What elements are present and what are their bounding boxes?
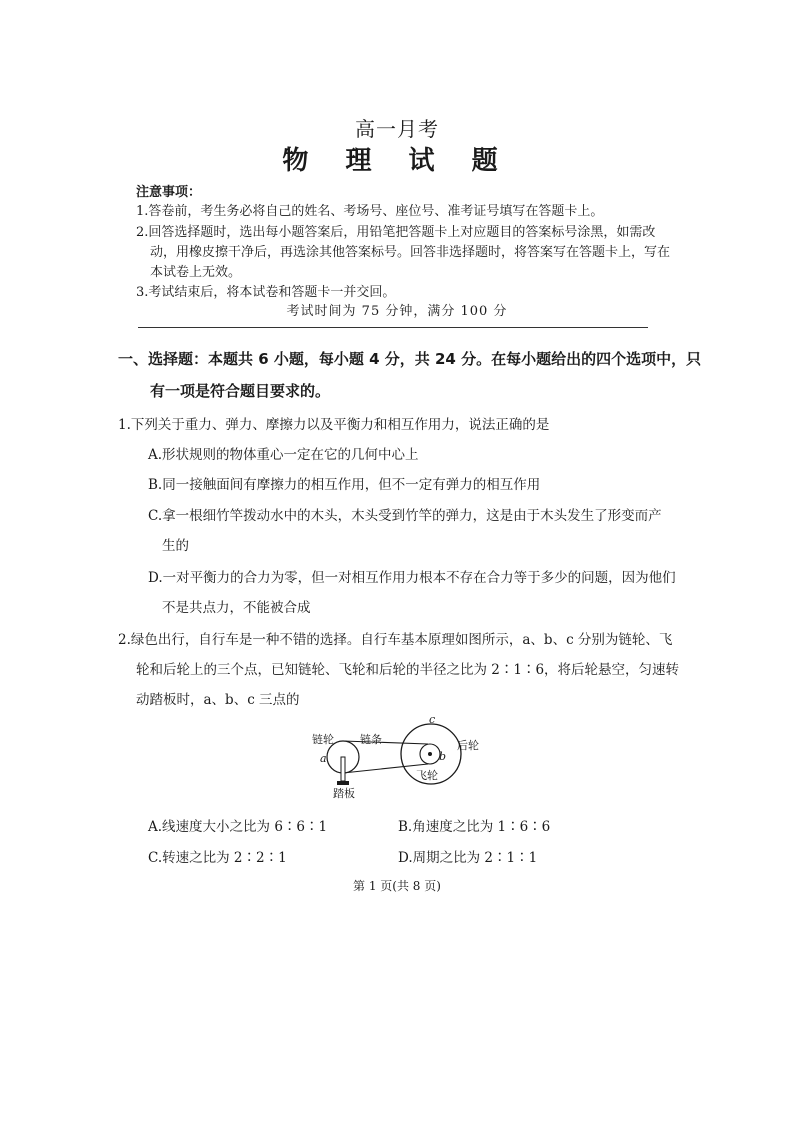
- divider: [138, 327, 648, 328]
- q2-option-a: A.线速度大小之比为 6∶6∶1: [148, 819, 328, 835]
- flywheel-label: 飞轮: [416, 769, 438, 782]
- question-2-stem-cont: 动踏板时，a、b、c 三点的: [136, 692, 300, 708]
- notice-line: 3.考试结束后，将本试卷和答题卡一并交回。: [136, 285, 396, 300]
- chain-label: 链条: [360, 733, 382, 746]
- point-b-label: b: [439, 750, 447, 763]
- q2-option-c: C.转速之比为 2∶2∶1: [148, 850, 287, 866]
- pedal-block: [337, 781, 349, 785]
- question-2-stem-cont: 轮和后轮上的三个点，已知链轮、飞轮和后轮的半径之比为 2∶1∶6，将后轮悬空，匀速转: [136, 662, 680, 678]
- question-1-stem: 1.下列关于重力、弹力、摩擦力以及平衡力和相互作用力，说法正确的是: [118, 417, 550, 433]
- chain-upper-line: [343, 741, 428, 744]
- subject-title: 物 理 试 题: [282, 146, 512, 176]
- notice-line: 1.答卷前，考生务必将自己的姓名、考场号、座位号、准考证号填写在答题卡上。: [136, 204, 604, 219]
- q1-option-c-cont: 生的: [162, 538, 189, 554]
- flywheel-hub: [428, 752, 432, 756]
- q2-option-b: B.角速度之比为 1∶6∶6: [398, 819, 551, 835]
- question-2-stem: 2.绿色出行，自行车是一种不错的选择。自行车基本原理如图所示，a、b、c 分别为链轮、飞: [118, 632, 673, 648]
- point-a-label: a: [320, 752, 327, 765]
- q1-option-d-cont: 不是共点力，不能被合成: [162, 600, 311, 616]
- exam-time-info: 考试时间为 75 分钟，满分 100 分: [286, 304, 508, 319]
- pedal-label: 踏板: [333, 787, 355, 800]
- notice-line: 2.回答选择题时，选出每小题答案后，用铅笔把答题卡上对应题目的答案标号涂黑，如需改: [136, 225, 656, 240]
- notice-line: 动，用橡皮擦干净后，再选涂其他答案标号。回答非选择题时，将答案写在答题卡上，写在: [150, 245, 671, 260]
- bicycle-drive-diagram: [308, 716, 488, 806]
- page-number: 第 1 页(共 8 页): [353, 879, 441, 893]
- notice-heading: 注意事项：: [136, 185, 202, 200]
- chainring-label: 链轮: [312, 733, 334, 746]
- point-c-label: c: [429, 716, 436, 726]
- rear-wheel-label: 后轮: [457, 739, 479, 752]
- q1-option-c: C.拿一根细竹竿拨动水中的木头，木头受到竹竿的弹力，这是由于木头发生了形变而产: [148, 508, 662, 524]
- q1-option-b: B.同一接触面间有摩擦力的相互作用，但不一定有弹力的相互作用: [148, 477, 541, 493]
- exam-name: 高一月考: [355, 117, 439, 141]
- crank-arm: [341, 757, 345, 781]
- q1-option-a: A.形状规则的物体重心一定在它的几何中心上: [148, 447, 419, 463]
- q2-option-d: D.周期之比为 2∶1∶1: [398, 850, 538, 866]
- notice-line: 本试卷上无效。: [150, 265, 242, 280]
- section-heading: 一、选择题：本题共 6 小题，每小题 4 分，共 24 分。在每小题给出的四个选项中，只: [118, 350, 702, 368]
- q1-option-d: D.一对平衡力的合力为零，但一对相互作用力根本不存在合力等于多少的问题，因为他们: [148, 570, 676, 586]
- section-heading-cont: 有一项是符合题目要求的。: [150, 382, 331, 400]
